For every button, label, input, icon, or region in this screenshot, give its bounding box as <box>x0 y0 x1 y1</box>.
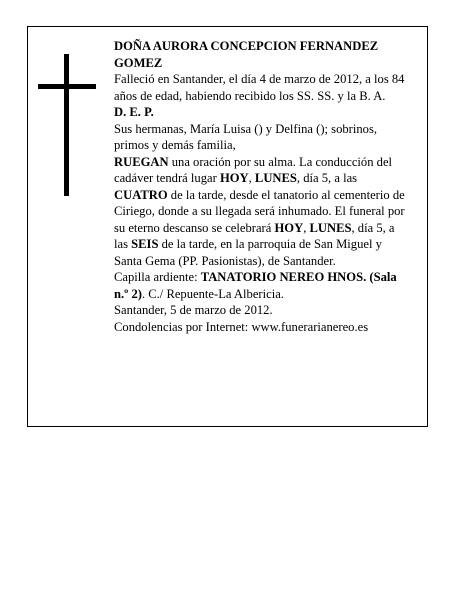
cross-icon <box>64 54 69 196</box>
condolences-line: Condolencias por Internet: www.funerarianereo.es <box>114 319 369 334</box>
death-info: Falleció en Santander, el día 4 de marzo de 2012, a los 84 años de edad, habiendo recibido los SS. SS. y la B. A. <box>114 72 405 103</box>
request-paragraph: RUEGAN una oración por su alma. La conducción del cadáver tendrá lugar HOY, LUNES, día 5, a las CUATRO de la tarde, desde el tanatorio al cementerio de Ciriego, donde a su llegada será inhumado. El funeral por su eterno descanso se celebrará HOY, LUNES, día 5, a las SEIS de la tarde, en la parroquia de San Miguel y Santa Gema (PP. Pasionistas), de Santander. <box>114 154 405 268</box>
obituary-text <box>114 38 410 335</box>
chapel-line: Capilla ardiente: TANATORIO NEREO HNOS. (Sala n.º 2). C./ Repuente-La Albericia. <box>114 270 397 301</box>
deceased-name: DOÑA AURORA CONCEPCION FERNANDEZ GOMEZ <box>114 39 379 70</box>
date-line: Santander, 5 de marzo de 2012. <box>114 303 273 317</box>
chapel-place: TANATORIO NEREO HNOS. (Sala n.º 2) <box>114 270 397 301</box>
cross-icon-arm <box>38 84 96 89</box>
family-line: Sus hermanas, María Luisa () y Delfina (); sobrinos, primos y demás familia, <box>114 121 378 152</box>
dep-line: D. E. P. <box>114 105 154 119</box>
